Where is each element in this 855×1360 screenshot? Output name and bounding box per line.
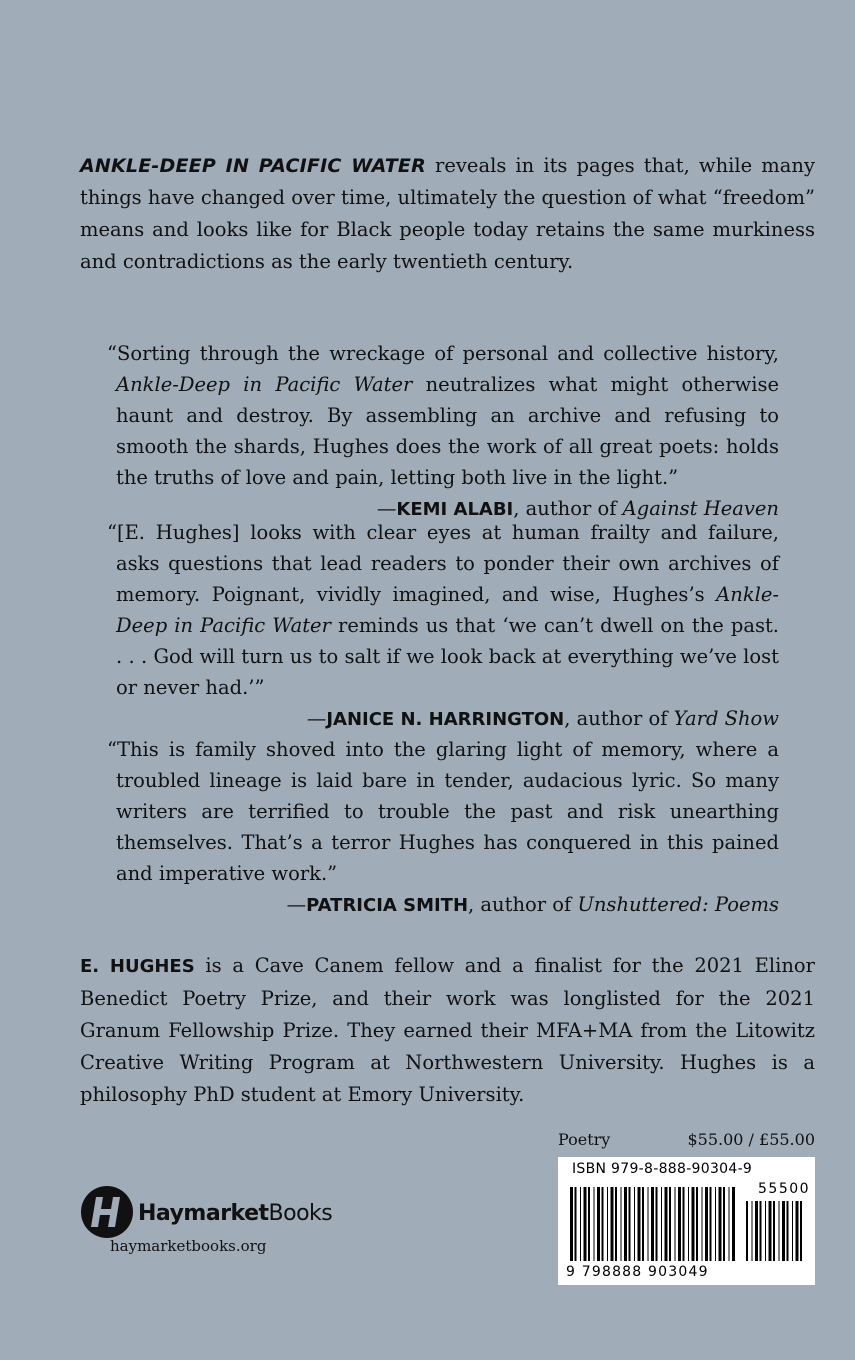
blurb xyxy=(107,338,779,525)
barcode-bar xyxy=(702,1187,703,1261)
barcode-bar xyxy=(665,1187,668,1261)
barcode-bar xyxy=(602,1187,604,1261)
quote-text: neutralizes what might otherwise haunt and destroy. By assembling an archive and refusing to smooth the shards, Hughes does the work of all great poets: holds the truths of love and pain, letting both live in the light.” xyxy=(116,373,779,489)
barcode-bar xyxy=(624,1187,627,1261)
haymarket-logo-icon xyxy=(80,1185,134,1239)
attribution-dash: — xyxy=(286,893,307,916)
blurb-author-book: Yard Show xyxy=(673,707,779,730)
barcode-bar xyxy=(675,1187,676,1261)
barcode-bar xyxy=(575,1187,577,1261)
barcode-bar xyxy=(611,1187,614,1261)
barcode-bar xyxy=(792,1201,793,1261)
attribution-text: , author of xyxy=(468,893,578,916)
barcode-bar xyxy=(584,1187,587,1261)
publisher-url: haymarketbooks.org xyxy=(110,1237,267,1255)
barcode-bar xyxy=(800,1201,802,1261)
blurb-author-name: KEMI ALABI xyxy=(396,499,514,520)
blurb-attribution xyxy=(107,703,779,735)
barcode-bar xyxy=(678,1187,681,1261)
barcode-bar xyxy=(696,1187,698,1261)
barcode-bar xyxy=(729,1187,730,1261)
price-label: $55.00 / £55.00 xyxy=(687,1130,815,1149)
blurb-author-name: PATRICIA SMITH xyxy=(306,895,469,916)
barcode-bar xyxy=(570,1187,573,1261)
barcode-price-code: 55500 xyxy=(758,1181,811,1197)
isbn-number: ISBN 979-8-888-90304-9 xyxy=(572,1161,753,1177)
barcode-bar xyxy=(760,1201,762,1261)
blurb-quote xyxy=(107,734,779,889)
quote-text: reminds us that ‘we can’t dwell on the past. . . . God will turn us to salt if we look back at everything we’ve lost or never had.’” xyxy=(116,614,779,699)
barcode-bar xyxy=(796,1201,799,1261)
barcode-bar xyxy=(710,1187,712,1261)
blurb-quote xyxy=(107,338,779,493)
barcode-bar xyxy=(651,1187,654,1261)
barcode-digits: 9 798888 903049 xyxy=(566,1264,709,1280)
barcode-bars xyxy=(570,1187,735,1271)
barcode-bar xyxy=(787,1201,789,1261)
barcode-bar xyxy=(638,1187,641,1261)
barcode xyxy=(558,1157,815,1285)
attribution-dash: — xyxy=(376,497,397,520)
description-text: reveals in its pages that, while many things have changed over time, ultimately the question of what “freedom” means and looks like for Black people today retains the same murkiness and contradictions as the early twentieth century. xyxy=(80,154,815,273)
barcode-bar xyxy=(715,1187,716,1261)
barcode-bar xyxy=(597,1187,600,1261)
barcode-bar xyxy=(580,1187,581,1261)
barcode-bar xyxy=(656,1187,658,1261)
barcode-bar xyxy=(629,1187,631,1261)
publisher-name-rest: Books xyxy=(268,1201,333,1226)
quote-book-title: Ankle-Deep in Pacific Water xyxy=(116,583,779,637)
barcode-bar xyxy=(755,1201,758,1261)
barcode-bar xyxy=(705,1187,708,1261)
barcode-bar xyxy=(723,1187,725,1261)
barcode-bar xyxy=(642,1187,644,1261)
barcode-bar xyxy=(669,1187,671,1261)
barcode-bar xyxy=(661,1187,662,1261)
quote-book-title: Ankle-Deep in Pacific Water xyxy=(116,373,413,396)
barcode-bar xyxy=(746,1201,748,1261)
blurb xyxy=(107,517,779,735)
blurb-attribution xyxy=(107,889,779,921)
publisher-name-bold: Haymarket xyxy=(138,1201,269,1226)
barcode-bar xyxy=(594,1187,595,1261)
barcode-bar xyxy=(782,1201,785,1261)
barcode-bar xyxy=(692,1187,695,1261)
barcode-bar xyxy=(588,1187,590,1261)
author-bio xyxy=(80,950,815,1111)
barcode-addon-bars xyxy=(746,1201,806,1261)
barcode-bar xyxy=(615,1187,617,1261)
blurb xyxy=(107,734,779,921)
barcode-bar xyxy=(732,1187,735,1261)
barcode-bar xyxy=(719,1187,722,1261)
book-title: ANKLE-DEEP IN PACIFIC WATER xyxy=(80,155,426,177)
author-name: E. HUGHES xyxy=(80,956,195,977)
blurb-author-book: Against Heaven xyxy=(622,497,779,520)
blurb-author-book: Unshuttered: Poems xyxy=(577,893,779,916)
barcode-bar xyxy=(607,1187,608,1261)
barcode-bar xyxy=(621,1187,622,1261)
blurb-quote xyxy=(107,517,779,703)
genre-label: Poetry xyxy=(558,1130,611,1149)
attribution-text: , author of xyxy=(513,497,623,520)
barcode-bar xyxy=(769,1201,772,1261)
barcode-bar xyxy=(765,1201,766,1261)
barcode-bar xyxy=(688,1187,689,1261)
barcode-bar xyxy=(634,1187,635,1261)
quote-text: “This is family shoved into the glaring light of memory, where a troubled lineage is laid bare in tender, audacious lyric. So many writers are terrified to trouble the past and risk unearthing themselves. That’s a terror Hughes has conquered in this pained and imperative work.” xyxy=(107,738,779,885)
publisher-name xyxy=(138,1201,332,1226)
attribution-dash: — xyxy=(306,707,327,730)
quote-text: “Sorting through the wreckage of personal and collective history, xyxy=(107,342,779,365)
barcode-bar xyxy=(683,1187,685,1261)
quote-text: “[E. Hughes] looks with clear eyes at human frailty and failure, asks questions that lead readers to ponder their own archives of memory. Poignant, vividly imagined, and wise, Hughes’s xyxy=(107,521,779,606)
blurb-author-name: JANICE N. HARRINGTON xyxy=(326,709,565,730)
barcode-bar xyxy=(752,1201,753,1261)
barcode-bar xyxy=(648,1187,649,1261)
book-description xyxy=(80,150,815,278)
barcode-bar xyxy=(779,1201,780,1261)
barcode-bar xyxy=(773,1201,775,1261)
attribution-text: , author of xyxy=(564,707,674,730)
bio-text: is a Cave Canem fellow and a finalist for the 2021 Elinor Benedict Poetry Prize, and their work was longlisted for the 2021 Granum Fellowship Prize. They earned their MFA+MA from the Litowitz Creative Writing Program at Northwestern University. Hughes is a philosophy PhD student at Emory University. xyxy=(80,954,815,1106)
